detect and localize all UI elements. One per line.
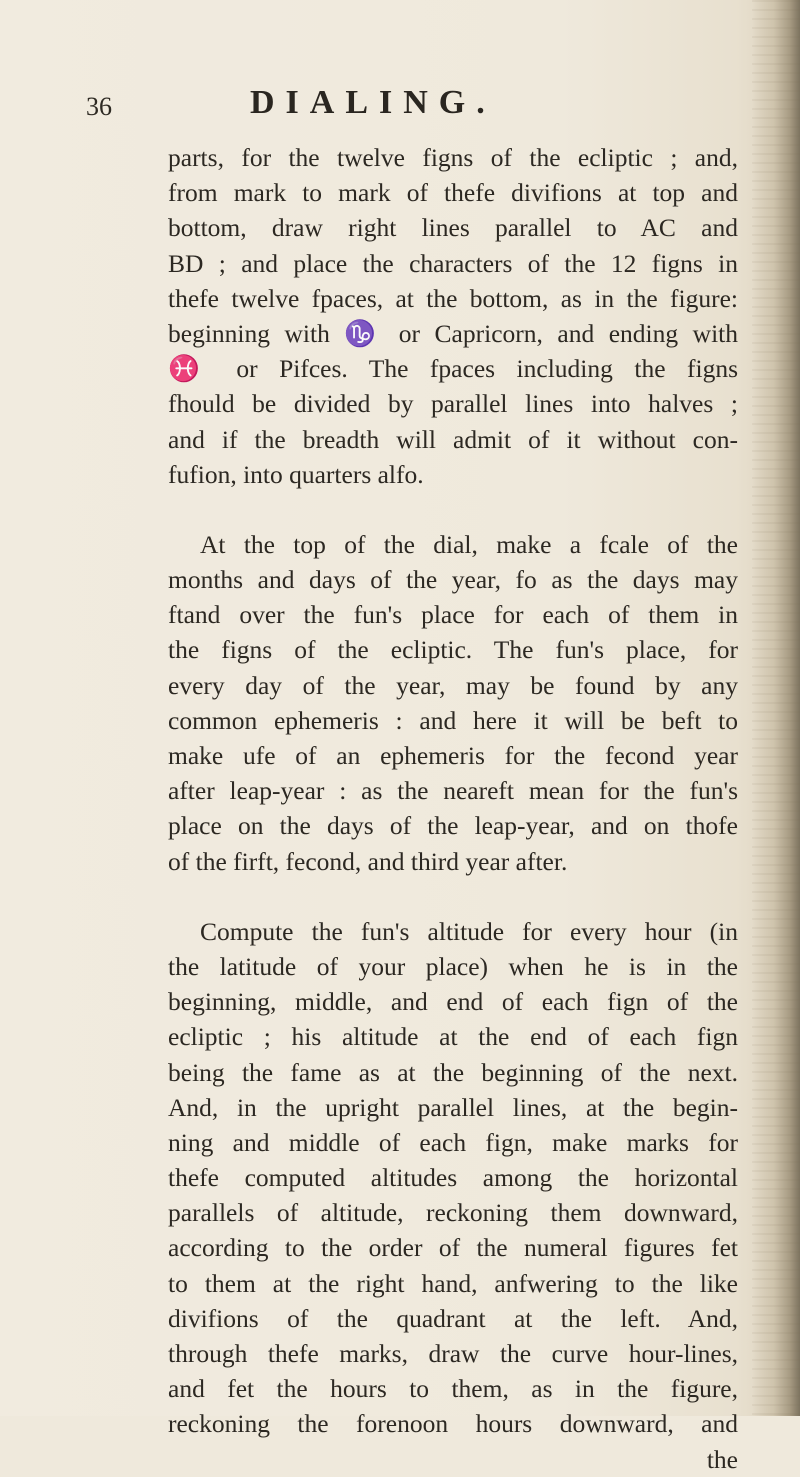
text-line: parts, for the twelve figns of the ecliptic ; and, — [168, 143, 738, 172]
text-line: months and days of the year, fo as the days may — [168, 565, 738, 595]
text-line: thefe twelve fpaces, at the bottom, as in the figure: — [168, 283, 738, 313]
text-line: after leap-year : as the neareft mean for the fun's — [168, 776, 738, 806]
text-line: and if the breadth will admit of it without con- — [168, 424, 738, 454]
text-line: parallels of altitude, reckoning them downward, — [168, 1198, 738, 1228]
paragraph-1 — [168, 140, 738, 492]
text-line: from mark to mark of thefe divifions at top and — [168, 178, 738, 208]
text-line: of the firft, fecond, and third year after. — [168, 846, 568, 876]
text-line: BD ; and place the characters of the 12 figns in — [168, 248, 738, 278]
text-line: common ephemeris : and here it will be beft to — [168, 705, 738, 735]
text-line: ecliptic ; his altitude at the end of each fign — [168, 1022, 738, 1052]
text-line: And, in the upright parallel lines, at the begin- — [168, 1092, 738, 1122]
running-title: DIALING. — [250, 84, 496, 121]
catchword: the — [706, 1444, 738, 1474]
page-number: 36 — [86, 92, 112, 121]
paragraph-gap — [168, 879, 738, 914]
text-line: the latitude of your place) when he is in the — [168, 951, 738, 981]
paragraph-3 — [168, 914, 738, 1442]
text-line: to them at the right hand, anfwering to the like — [168, 1268, 738, 1298]
page-edge-shadow — [752, 0, 800, 1416]
text-line: beginning, middle, and end of each fign of the — [168, 987, 738, 1017]
text-line: ftand over the fun's place for each of them in — [168, 600, 738, 630]
text-line: ♓ or Pifces. The fpaces including the figns — [168, 354, 738, 384]
text-line: fufion, into quarters alfo. — [168, 459, 424, 489]
text-line: and fet the hours to them, as in the figure, — [168, 1374, 738, 1404]
text-line: bottom, draw right lines parallel to AC and — [168, 213, 738, 243]
text-line: reckoning the forenoon hours downward, and — [168, 1409, 738, 1439]
paragraph-gap — [168, 492, 738, 527]
text-line: thefe computed altitudes among the horizontal — [168, 1163, 738, 1193]
text-line: At the top of the dial, make a fcale of the — [200, 529, 738, 559]
text-line: fhould be divided by parallel lines into halves ; — [168, 389, 738, 419]
text-line: place on the days of the leap-year, and on thofe — [168, 811, 738, 841]
text-line: Compute the fun's altitude for every hour (in — [200, 916, 738, 946]
text-line: the figns of the ecliptic. The fun's place, for — [168, 635, 738, 665]
body-text — [168, 140, 738, 1477]
text-line: through thefe marks, draw the curve hour-lines, — [168, 1339, 738, 1368]
text-line: make ufe of an ephemeris for the fecond year — [168, 741, 738, 770]
text-line: every day of the year, may be found by any — [168, 670, 738, 700]
text-line: divifions of the quadrant at the left. And, — [168, 1303, 738, 1333]
text-line: being the fame as at the beginning of the next. — [168, 1057, 738, 1087]
text-line: ning and middle of each fign, make marks for — [168, 1127, 738, 1157]
text-line: according to the order of the numeral figures fet — [168, 1233, 738, 1263]
text-line: beginning with ♑ or Capricorn, and ending with — [168, 318, 738, 348]
paragraph-2 — [168, 527, 738, 879]
